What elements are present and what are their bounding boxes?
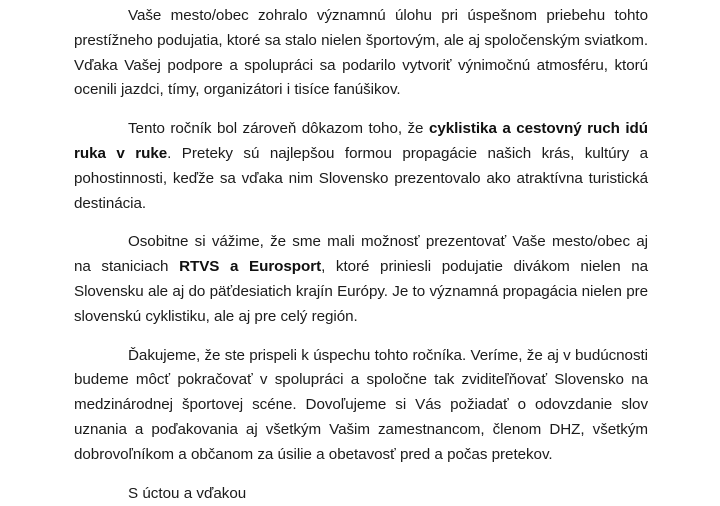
paragraph-4 [74, 344, 648, 468]
document-body [74, 4, 648, 506]
paragraph-3-text-lead: Osobitne si vážime, že sme mali možnosť prezentovať Vaše mesto/obec aj na staniciach [74, 233, 648, 276]
paragraph-2-emphasis: cyklistika a cestovný ruch idú ruka v ruke [74, 120, 648, 162]
paragraph-3-text-tail: , ktoré priniesli podujatie divákom nielen na Slovensku ale aj do päťdesiatich krajín Európy. Je to významná propagácia nielen pre slovenskú cyklistiku, ale aj pre celý región. [74, 258, 648, 325]
paragraph-1 [74, 4, 648, 103]
paragraph-3 [74, 230, 648, 329]
closing-salutation: S úctou a vďakou [128, 484, 247, 502]
paragraph-2-text-lead: Tento ročník bol zároveň dôkazom toho, že [128, 120, 429, 138]
paragraph-2-text-tail: . Preteky sú najlepšou formou propagácie našich krás, kultúry a pohostinnosti, keďže sa vďaka nim Slovensko prezentovalo ako atraktívna turistická destinácia. [74, 144, 648, 212]
paragraph-4-text: Ďakujeme, že ste prispeli k úspechu tohto ročníka. Veríme, že aj v budúcnosti budeme môcť pokračovať v spolupráci a spoločne tak zviditeľňovať Slovensko na medzinárodnej športovej scéne. Dovoľujeme si Vás požiadať o odovzdanie slov uznania a poďakovania aj všetkým Vašim zamestnancom, členom DHZ, všetkým dobrovoľníkom a občanom za úsilie a obetavosť pred a počas pretekov. [74, 346, 648, 463]
paragraph-3-emphasis: RTVS a Eurosport [179, 258, 322, 276]
paragraph-2 [74, 117, 648, 216]
paragraph-1-text: Vaše mesto/obec zohralo významnú úlohu pri úspešnom priebehu tohto prestížneho podujatia, ktoré sa stalo nielen športovým, ale aj spoločenským sviatkom. Vďaka Vašej podpore a spolupráci sa podarilo vytvoriť výnimočnú atmosféru, ktorú ocenili jazdci, tímy, organizátori i tisíce fanúšikov. [74, 7, 648, 99]
